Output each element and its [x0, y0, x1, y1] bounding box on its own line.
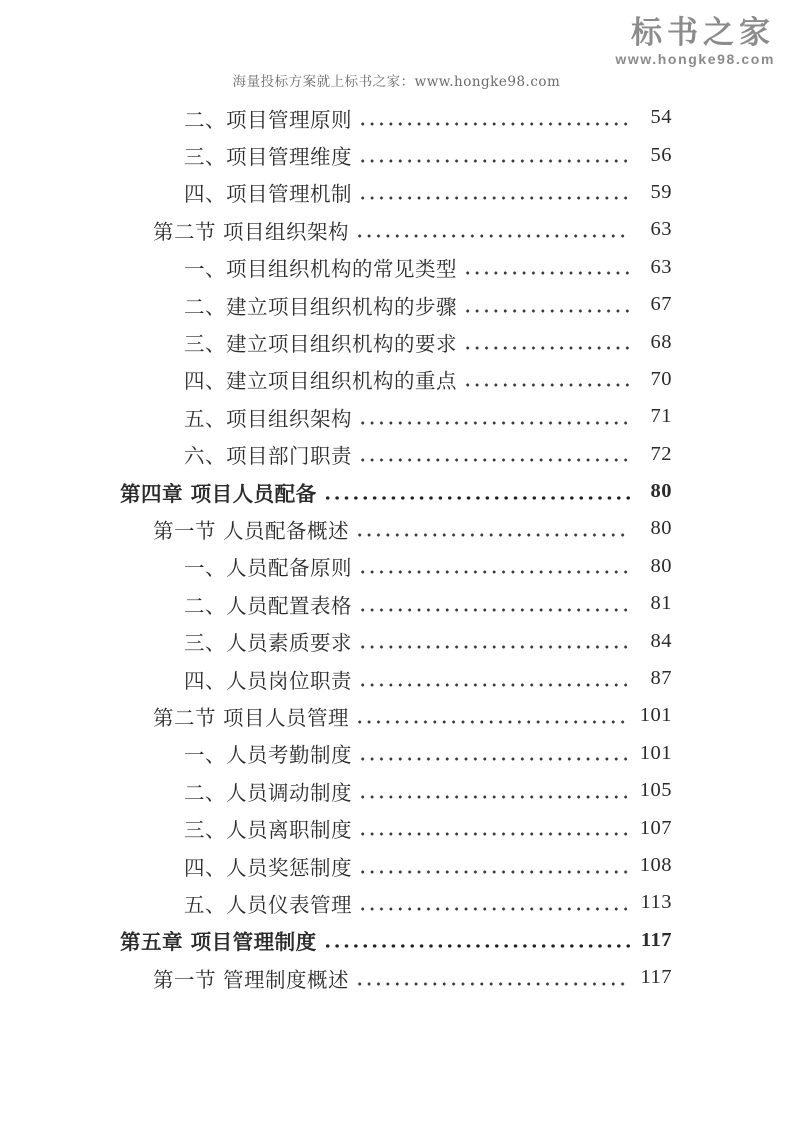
- toc-entry-label: 一、人员配备原则: [184, 556, 352, 581]
- toc-entry: [184, 772, 672, 809]
- toc-leader-dots: [463, 309, 630, 313]
- brand-logo: [615, 16, 775, 67]
- toc-entry: [153, 211, 672, 248]
- toc-entry-label: 四、人员岗位职责: [184, 668, 352, 693]
- toc-entry-page: 70: [650, 367, 672, 390]
- toc-leader-dots: [323, 496, 630, 500]
- toc-entry: [184, 136, 672, 173]
- toc-leader-dots: [358, 683, 630, 687]
- toc-entry-label: 三、项目管理维度: [184, 145, 352, 170]
- toc-entry-label: 一、项目组织机构的常见类型: [184, 257, 457, 282]
- toc-entry: [184, 286, 672, 323]
- toc-leader-dots: [358, 196, 630, 200]
- toc-entry-label: 二、人员调动制度: [184, 780, 352, 805]
- toc-entry-label: 三、人员离职制度: [184, 818, 352, 843]
- toc-entry-label: 二、项目管理原则: [184, 107, 352, 132]
- toc-entry: [184, 847, 672, 884]
- toc-entry: [184, 622, 672, 659]
- toc-entry: [184, 323, 672, 360]
- toc-entry-label: 五、人员仪表管理: [184, 892, 352, 917]
- toc-entry-label: 四、建立项目组织机构的重点: [184, 369, 457, 394]
- toc-leader-dots: [355, 720, 630, 724]
- toc-entry-label: 第一节 人员配备概述: [153, 518, 350, 543]
- toc-entry: [184, 174, 672, 211]
- toc-entry-label: 四、项目管理机制: [184, 182, 352, 207]
- toc-leader-dots: [358, 757, 630, 761]
- toc-entry-page: 113: [640, 891, 672, 914]
- toc-entry-chapter: [120, 473, 672, 510]
- toc-leader-dots: [463, 383, 630, 387]
- toc-leader-dots: [355, 234, 630, 238]
- toc-entry-page: 84: [650, 629, 672, 652]
- brand-logo-title: 标书之家: [631, 15, 775, 50]
- toc-entry-label: 第五章 项目管理制度: [120, 930, 317, 955]
- toc-entry-page: 87: [650, 667, 672, 690]
- toc-leader-dots: [358, 608, 630, 612]
- toc-entry: [184, 249, 672, 286]
- toc-entry-page: 68: [650, 330, 672, 353]
- toc-entry: [184, 884, 672, 921]
- toc-entry-chapter: [120, 922, 672, 959]
- toc-entry: [184, 398, 672, 435]
- toc-entry-page: 81: [650, 592, 672, 615]
- toc-leader-dots: [358, 421, 630, 425]
- table-of-contents: [120, 99, 672, 996]
- toc-entry: [184, 809, 672, 846]
- toc-entry-label: 二、建立项目组织机构的步骤: [184, 294, 457, 319]
- toc-entry: [184, 548, 672, 585]
- toc-entry: [184, 99, 672, 136]
- toc-entry-page: 80: [650, 554, 672, 577]
- toc-entry-page: 80: [650, 480, 672, 503]
- toc-entry: [184, 361, 672, 398]
- toc-entry-label: 二、人员配置表格: [184, 593, 352, 618]
- toc-entry: [153, 697, 672, 734]
- toc-entry-label: 三、建立项目组织机构的要求: [184, 332, 457, 357]
- toc-entry-page: 63: [650, 255, 672, 278]
- toc-entry-label: 六、项目部门职责: [184, 444, 352, 469]
- toc-entry-label: 第四章 项目人员配备: [120, 481, 317, 506]
- toc-entry-label: 三、人员素质要求: [184, 631, 352, 656]
- header-watermark-note: 海量投标方案就上标书之家：www.hongke98.com: [232, 74, 561, 90]
- toc-entry-page: 117: [640, 928, 672, 951]
- toc-entry: [184, 735, 672, 772]
- toc-entry-label: 四、人员奖惩制度: [184, 855, 352, 880]
- toc-entry-page: 63: [650, 218, 672, 241]
- toc-entry-page: 59: [650, 180, 672, 203]
- toc-leader-dots: [355, 982, 630, 986]
- toc-entry-page: 117: [640, 966, 672, 989]
- toc-entry-page: 80: [650, 517, 672, 540]
- toc-entry-page: 56: [650, 143, 672, 166]
- toc-entry-page: 71: [650, 405, 672, 428]
- toc-entry: [153, 959, 672, 996]
- toc-entry: [184, 585, 672, 622]
- toc-leader-dots: [358, 870, 630, 874]
- toc-leader-dots: [358, 159, 630, 163]
- toc-entry-page: 107: [639, 816, 672, 839]
- toc-entry-page: 72: [650, 442, 672, 465]
- toc-entry-page: 54: [650, 106, 672, 129]
- toc-entry: [184, 660, 672, 697]
- toc-leader-dots: [358, 122, 630, 126]
- toc-entry-page: 105: [639, 779, 672, 802]
- toc-entry-page: 67: [650, 293, 672, 316]
- toc-leader-dots: [355, 533, 630, 537]
- toc-leader-dots: [323, 944, 630, 948]
- toc-entry: [153, 510, 672, 547]
- toc-leader-dots: [358, 458, 630, 462]
- toc-leader-dots: [463, 346, 630, 350]
- toc-entry-label: 第二节 项目人员管理: [153, 705, 350, 730]
- toc-leader-dots: [358, 832, 630, 836]
- toc-leader-dots: [358, 907, 630, 911]
- toc-leader-dots: [358, 645, 630, 649]
- toc-entry-page: 108: [639, 854, 672, 876]
- toc-leader-dots: [358, 795, 630, 799]
- toc-entry-page: 101: [639, 704, 672, 727]
- toc-entry: [184, 436, 672, 473]
- toc-entry-label: 第二节 项目组织架构: [153, 219, 350, 244]
- toc-entry-label: 一、人员考勤制度: [184, 743, 352, 768]
- brand-logo-url: www.hongke98.com: [615, 51, 775, 67]
- toc-entry-label: 第一节 管理制度概述: [153, 967, 350, 992]
- toc-leader-dots: [463, 271, 630, 275]
- toc-entry-page: 101: [639, 741, 672, 764]
- toc-leader-dots: [358, 570, 630, 574]
- toc-entry-label: 五、项目组织架构: [184, 406, 352, 431]
